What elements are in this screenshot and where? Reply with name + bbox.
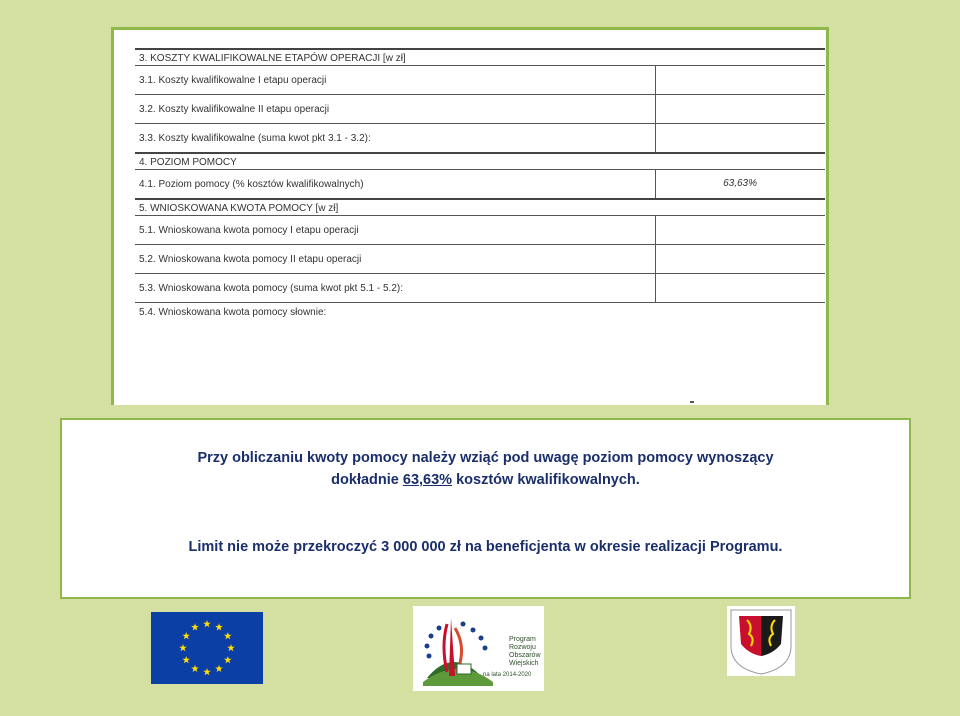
eu-star-icon: [224, 632, 232, 639]
eu-star-icon: [182, 632, 190, 639]
form-screenshot: [111, 27, 829, 405]
form-row-label: 5.1. Wnioskowana kwota pomocy I etapu operacji: [139, 225, 359, 236]
form-row-value-cell: [655, 124, 825, 152]
form-row: [135, 302, 825, 354]
griffin-crest-icon: [727, 606, 795, 676]
eu-star-icon: [227, 644, 235, 651]
eu-star-icon: [203, 620, 211, 627]
form-row: [135, 169, 825, 198]
aid-level-highlight: 63,63%: [402, 472, 453, 488]
form-row-value-cell: [655, 216, 825, 244]
eu-star-icon: [215, 623, 223, 630]
form-row-label: 3.3. Koszty kwalifikowalne (suma kwot pkt 3.1 - 3.2):: [139, 133, 371, 144]
eu-star-icon: [215, 665, 223, 672]
form-section-header: [135, 198, 825, 215]
form-row: [135, 244, 825, 273]
prow-text-3: Obszarów: [509, 652, 541, 659]
eu-flag-icon: [151, 612, 263, 684]
note-line-1: Przy obliczaniu kwoty pomocy należy wziąć pod uwagę poziom pomocy wynoszący: [197, 450, 774, 466]
eu-star-icon: [191, 623, 199, 630]
form-row-value-cell: [655, 170, 825, 198]
prow-text-1: Program: [509, 636, 536, 643]
form-row-value-cell: [655, 95, 825, 123]
form-section-header: [135, 152, 825, 169]
form-row-label: 4.1. Poziom pomocy (% kosztów kwalifikowalnych): [139, 179, 364, 190]
form-row-label: 5.2. Wnioskowana kwota pomocy II etapu operacji: [139, 254, 362, 265]
form-row: [135, 215, 825, 244]
form-row-label: 5. WNIOSKOWANA KWOTA POMOCY [w zł]: [139, 203, 339, 214]
note-box: [60, 418, 911, 599]
form-row: [135, 273, 825, 302]
form-row-value: 63,63%: [723, 178, 757, 189]
eu-star-icon: [203, 668, 211, 675]
form-row-value-cell: [655, 66, 825, 94]
form-row-value-cell: [655, 245, 825, 273]
eu-star-icon: [182, 656, 190, 663]
form-row-label: 5.3. Wnioskowana kwota pomocy (suma kwot pkt 5.1 - 5.2):: [139, 283, 403, 294]
prow-logo-period: na lata 2014-2020: [483, 672, 532, 678]
form-row-label: 5.4. Wnioskowana kwota pomocy słownie:: [139, 307, 327, 318]
prow-logo-text: [509, 636, 541, 668]
eu-star-icon: [191, 665, 199, 672]
form-row-label: 3. KOSZTY KWALIFIKOWALNE ETAPÓW OPERACJI [w zł]: [139, 53, 406, 64]
prow-text-4: Wiejskich: [509, 660, 539, 667]
form-section-header: [135, 48, 825, 65]
form-row: [135, 94, 825, 123]
prow-logo-icon: [413, 606, 544, 691]
form-row: [135, 65, 825, 94]
form-row: [135, 123, 825, 152]
note-line-3: Limit nie może przekroczyć 3 000 000 zł na beneficjenta w okresie realizacji Programu.: [188, 539, 783, 555]
note-line-2: [62, 472, 909, 488]
prow-text-2: Rozwoju: [509, 644, 536, 651]
eu-star-icon: [179, 644, 187, 651]
eu-star-icon: [224, 656, 232, 663]
form-row-label: 3.2. Koszty kwalifikowalne II etapu operacji: [139, 104, 330, 115]
note-line-2-start: dokładnie: [331, 472, 403, 488]
form-row-label: 4. POZIOM POMOCY: [139, 157, 237, 168]
form-table: [135, 48, 825, 354]
form-mark: [690, 401, 694, 403]
form-row-label: 3.1. Koszty kwalifikowalne I etapu operacji: [139, 75, 327, 86]
note-line-2-end: kosztów kwalifikowalnych.: [452, 472, 640, 488]
form-row-value-cell: [655, 274, 825, 302]
